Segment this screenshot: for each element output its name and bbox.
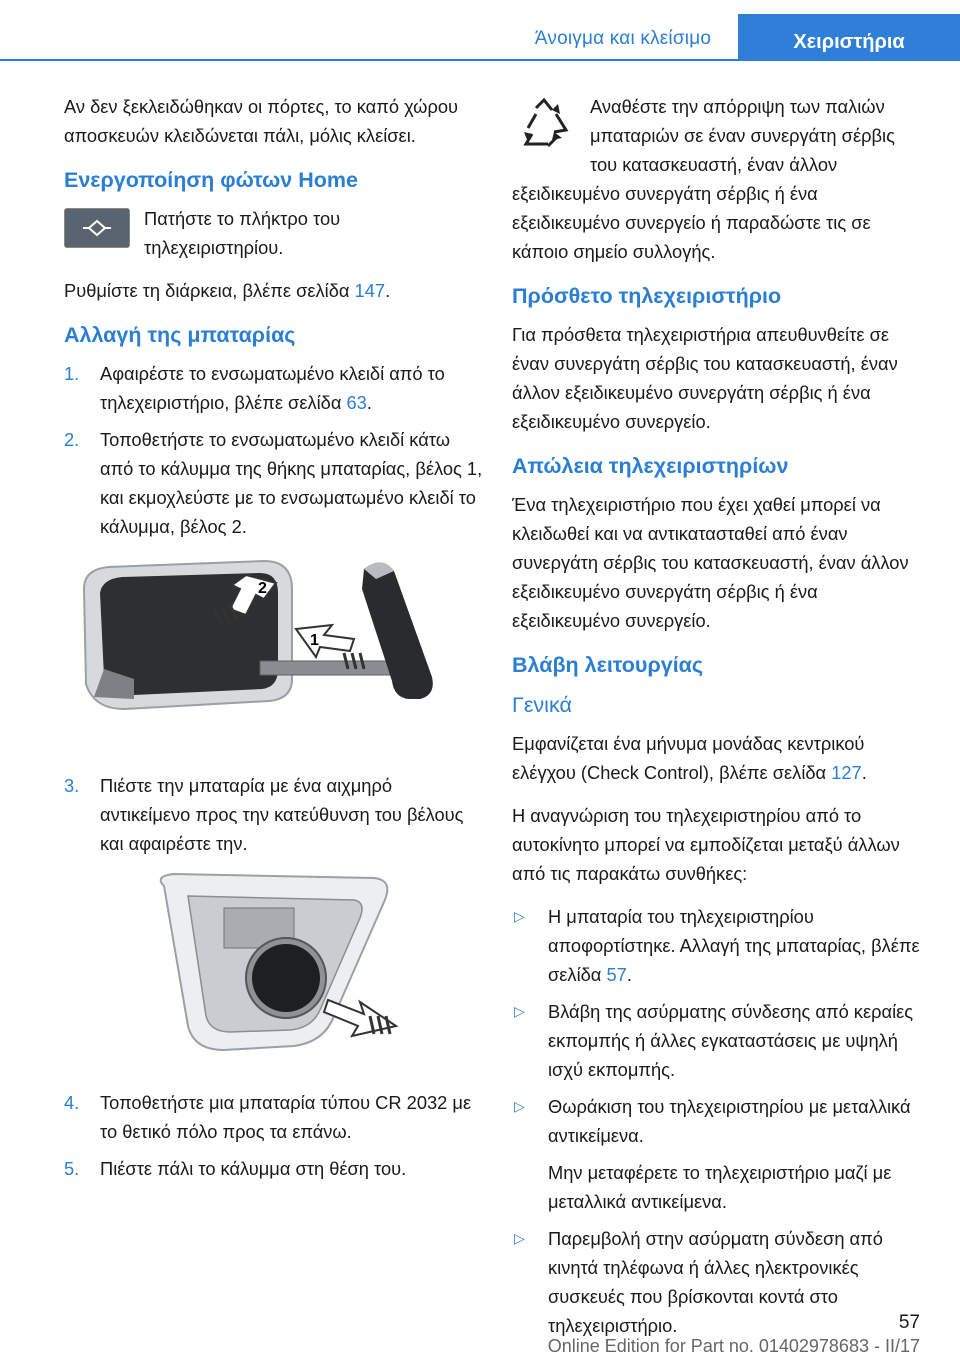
general-text: Εμφανίζεται ένα μήνυμα μονάδας κεντρικού ελέγχου (Check Control), βλέπε σελίδα 127. [512, 733, 867, 783]
left-column [64, 92, 484, 1191]
recycle-icon [512, 96, 576, 154]
step-item: 2. Τοποθετήστε το ενσωματωμένο κλειδί κάτω από το κάλυμμα της θήκης μπαταρίας, βέλος 1, και εκμοχλεύστε με το ενσωματωμένο κλειδί το κάλυμμα, βέλος 2. [64, 429, 483, 537]
section-title: Άνοιγμα και κλείσιμο [534, 28, 712, 49]
page-link-63[interactable]: 63 [346, 392, 367, 413]
page-link-147[interactable]: 147 [354, 280, 386, 301]
battery-heading: Αλλαγή της μπαταρίας [64, 323, 296, 347]
bullet-item: ▷ Παρεμβολή στην ασύρματη σύνδεση από κινητά τηλέφωνα ή άλλες ηλεκτρονικές συσκευές που βρίσκονται κοντά στο τηλεχειριστήριο. [512, 1224, 926, 1340]
lost-remote-heading: Απώλεια τηλεχειριστηρίων [512, 454, 789, 478]
general-subheading: Γενικά [512, 693, 572, 717]
step-item: 4. Τοποθετήστε μια μπαταρία τύπου CR 2032 με το θετικό πόλο προς τα επάνω. [64, 1092, 472, 1142]
footer-edition: Online Edition for Part no. 01402978683 - II/17 [547, 1336, 920, 1356]
home-button-icon [64, 208, 130, 248]
triangle-bullet-icon: ▷ [514, 1098, 525, 1114]
home-lights-block [64, 204, 484, 276]
page-link-57[interactable]: 57 [606, 964, 627, 985]
bullet-item: ▷ Βλάβη της ασύρματης σύνδεσης από κεραίες εκπομπής ή άλλες εγκαταστάσεις με υψηλή ισχύ εκπομπής. [512, 997, 926, 1084]
header-rule [0, 59, 960, 61]
duration-paragraph: Ρυθμίστε τη διάρκεια, βλέπε σελίδα 147. [64, 280, 391, 301]
bullet-subtext: Μην μεταφέρετε το τηλεχειριστήριο μαζί με μεταλλικά αντικείμενα. [548, 1162, 892, 1212]
malfunction-heading: Βλάβη λειτουργίας [512, 653, 704, 677]
page-link-127[interactable]: 127 [831, 762, 862, 783]
extra-remote-text: Για πρόσθετα τηλεχειριστήρια απευθυνθείτε σε έναν συνεργάτη σέρβις του κατασκευαστή, έναν άλλον εξειδικευμένο συνεργάτη σέρβις ή ένα εξειδικευμένο συνεργείο. [512, 324, 898, 432]
triangle-bullet-icon: ▷ [514, 1230, 525, 1246]
triangle-bullet-icon: ▷ [514, 908, 525, 924]
step-item: 5. Πιέστε πάλι το κάλυμμα στη θέση του. [64, 1158, 407, 1179]
lost-remote-text: Ένα τηλεχειριστήριο που έχει χαθεί μπορεί να κλειδωθεί και να αντικατασταθεί από έναν συνεργάτη σέρβις του κατασκευαστή, έναν άλλον εξειδικευμένο συνεργάτη σέρβις ή ένα εξειδικευμένο συνεργείο. [512, 494, 909, 631]
extra-remote-heading: Πρόσθετο τηλεχειριστήριο [512, 284, 782, 308]
arrow-label-1: 1 [310, 632, 319, 649]
key-fob-opening-figure [64, 549, 484, 757]
detection-text: Η αναγνώριση του τηλεχειριστηρίου από το αυτοκίνητο μπορεί να εμποδίζεται μεταξύ άλλων από τις παρακάτω συνθήκες: [512, 805, 900, 884]
battery-removal-figure [144, 866, 484, 1074]
arrow-label-2: 2 [258, 580, 267, 597]
home-lights-heading: Ενεργοποίηση φώτων Home [64, 168, 358, 192]
page-number: 57 [898, 1312, 920, 1333]
intro-paragraph: Αν δεν ξεκλειδώθηκαν οι πόρτες, το καπό χώρου αποσκευών κλειδώνεται πάλι, μόλις κλείσει. [64, 96, 459, 146]
bullet-item: ▷ Η μπαταρία του τηλεχειριστηρίου αποφορτίστηκε. Αλλαγή της μπαταρίας, βλέπε σελίδα 57. [512, 902, 926, 989]
home-lights-text: Πατήστε το πλήκτρο του τηλεχειριστηρίου. [144, 208, 341, 258]
triangle-bullet-icon: ▷ [514, 1003, 525, 1019]
recycle-text: Αναθέστε την απόρριψη των παλιών μπαταριών σε έναν συνεργάτη σέρβις του κατασκευαστή, έναν άλλον εξειδικευμένο συνεργάτη σέρβις ή ένα εξειδικευμένο συνεργείο ή παραδώστε τις σε κάποιο σημείο συλλογής. [512, 96, 895, 262]
step-item: 1. Αφαιρέστε το ενσωματωμένο κλειδί από το τηλεχειριστήριο, βλέπε σελίδα 63. [64, 363, 445, 413]
chapter-tab: Χειριστήρια [738, 14, 960, 60]
right-column [512, 92, 926, 1348]
step-item: 3. Πιέστε την μπαταρία με ένα αιχμηρό αντικείμενο προς την κατεύθυνση του βέλους και αφαιρέστε την. [64, 775, 464, 854]
recycle-block [512, 92, 926, 280]
page-header [0, 0, 960, 60]
bullet-item: ▷ Θωράκιση του τηλεχειριστηρίου με μεταλλικά αντικείμενα. Μην μεταφέρετε το τηλεχειριστήριο μαζί με μεταλλικά αντικείμενα. [512, 1092, 926, 1216]
